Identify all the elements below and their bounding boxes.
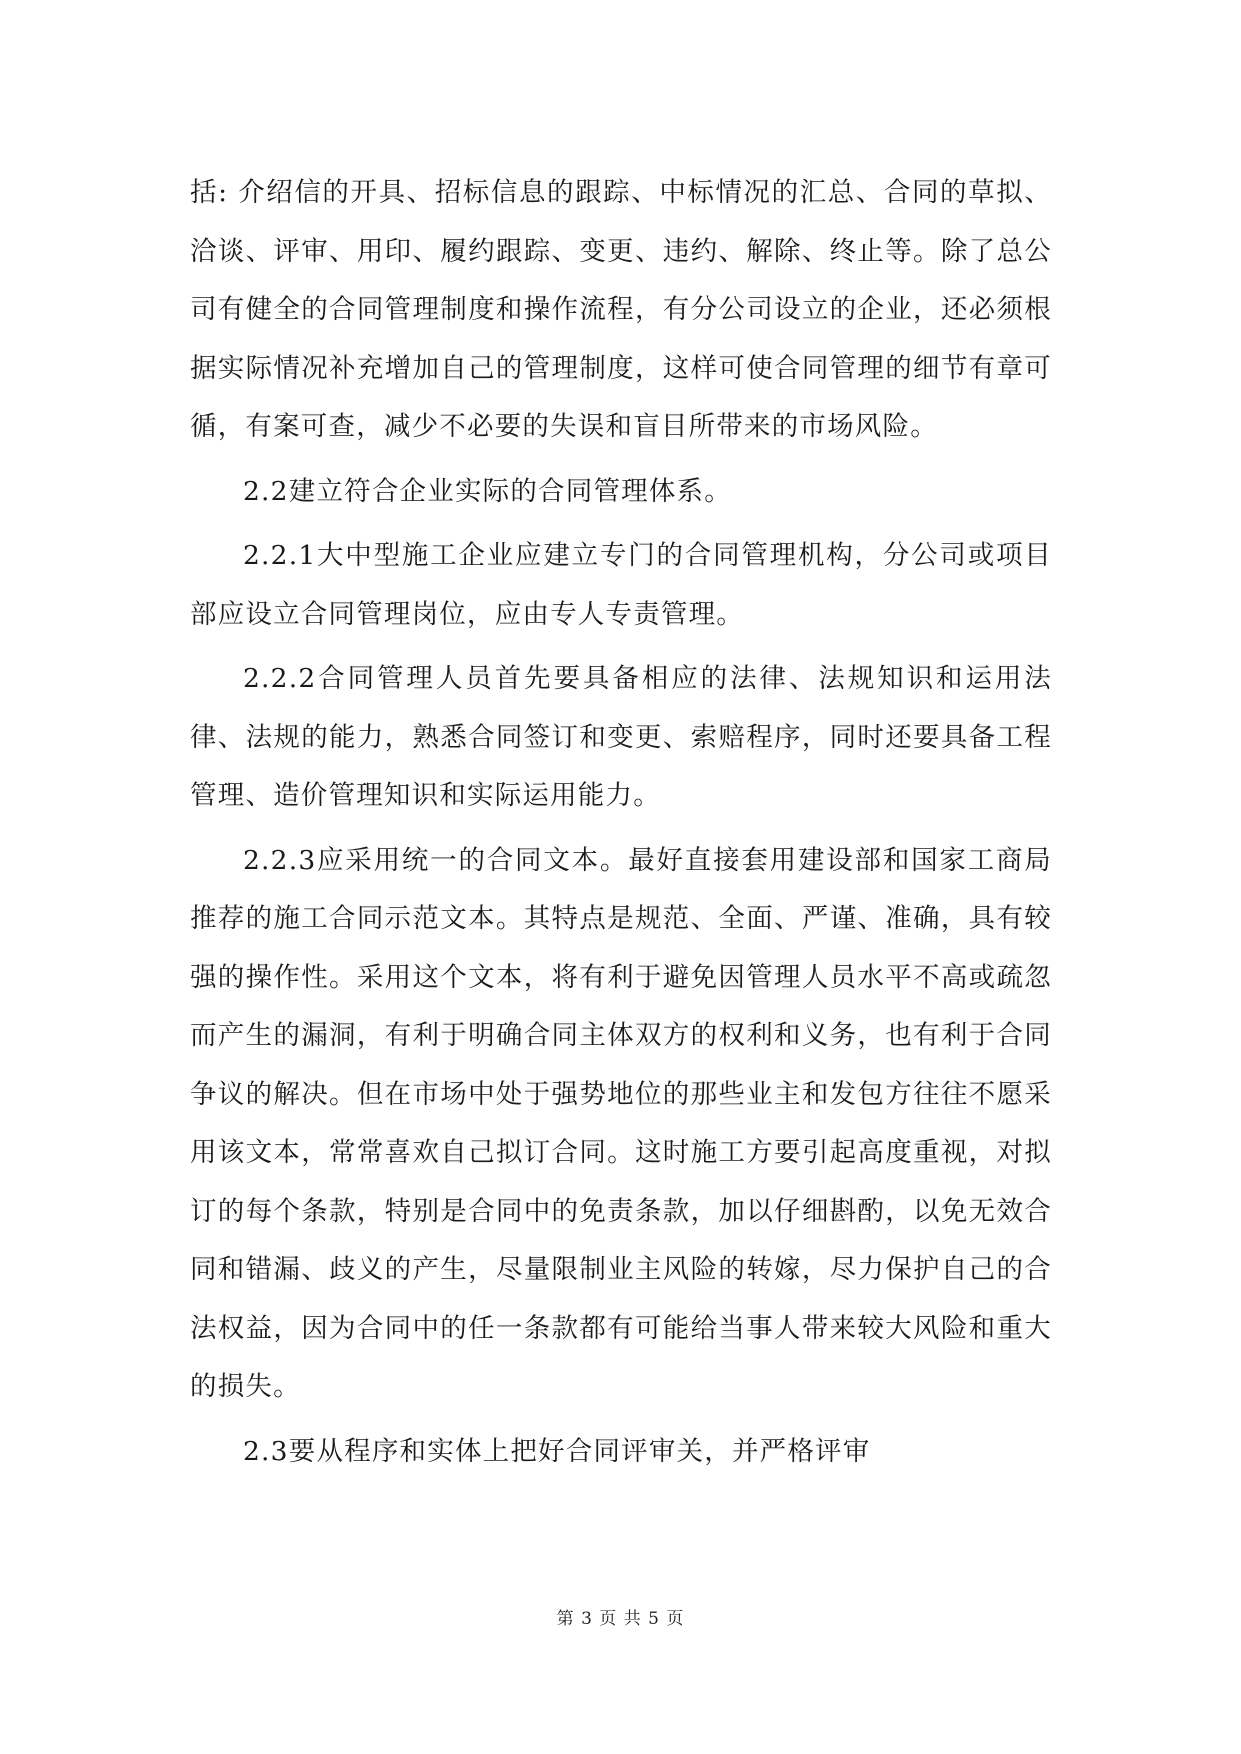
footer-middle: 页 共 [599, 1609, 642, 1629]
paragraph-5: 2.2.3应采用统一的合同文本。最好直接套用建设部和国家工商局推荐的施工合同示范文本。其特点是规范、全面、严谨、准确，具有较强的操作性。采用这个文本，将有利于避免因管理人员水平不高或疏忽而产生的漏洞，有利于明确合同主体双方的权利和义务，也有利于合同争议的解决。但在市场中处于强势地位的那些业主和发包方往往不愿采用该文本，常常喜欢自己拟订合同。这时施工方要引起高度重视，对拟订的每个条款，特别是合同中的免责条款，加以仔细斟酌，以免无效合同和错漏、歧义的产生，尽量限制业主风险的转嫁，尽力保护自己的合法权益，因为合同中的任一条款都有可能给当事人带来较大风险和重大的损失。 [190, 844, 1052, 1402]
footer-current-page: 3 [581, 1609, 593, 1629]
paragraph-4: 2.2.2合同管理人员首先要具备相应的法律、法规知识和运用法律、法规的能力，熟悉合同签订和变更、索赔程序，同时还要具备工程管理、造价管理知识和实际运用能力。 [190, 663, 1052, 811]
paragraph-2: 2.2建立符合企业实际的合同管理体系。 [243, 475, 732, 507]
page-footer [0, 1604, 1241, 1629]
footer-prefix: 第 [556, 1609, 575, 1629]
footer-suffix: 页 [666, 1609, 685, 1629]
paragraph-3: 2.2.1大中型施工企业应建立专门的合同管理机构，分公司或项目部应设立合同管理岗位，应由专人专责管理。 [190, 540, 1052, 630]
document-body [190, 164, 1052, 1487]
paragraph-6: 2.3要从程序和实体上把好合同评审关，并严格评审 [243, 1435, 871, 1467]
paragraph-1: 括: 介绍信的开具、招标信息的跟踪、中标情况的汇总、合同的草拟、洽谈、评审、用印、履约跟踪、变更、违约、解除、终止等。除了总公司有健全的合同管理制度和操作流程，有分公司设立的企业，还必须根据实际情况补充增加自己的管理制度，这样可使合同管理的细节有章可循，有案可查，减少不必要的失误和盲目所带来的市场风险。 [190, 177, 1052, 442]
footer-total-pages: 5 [648, 1609, 660, 1629]
